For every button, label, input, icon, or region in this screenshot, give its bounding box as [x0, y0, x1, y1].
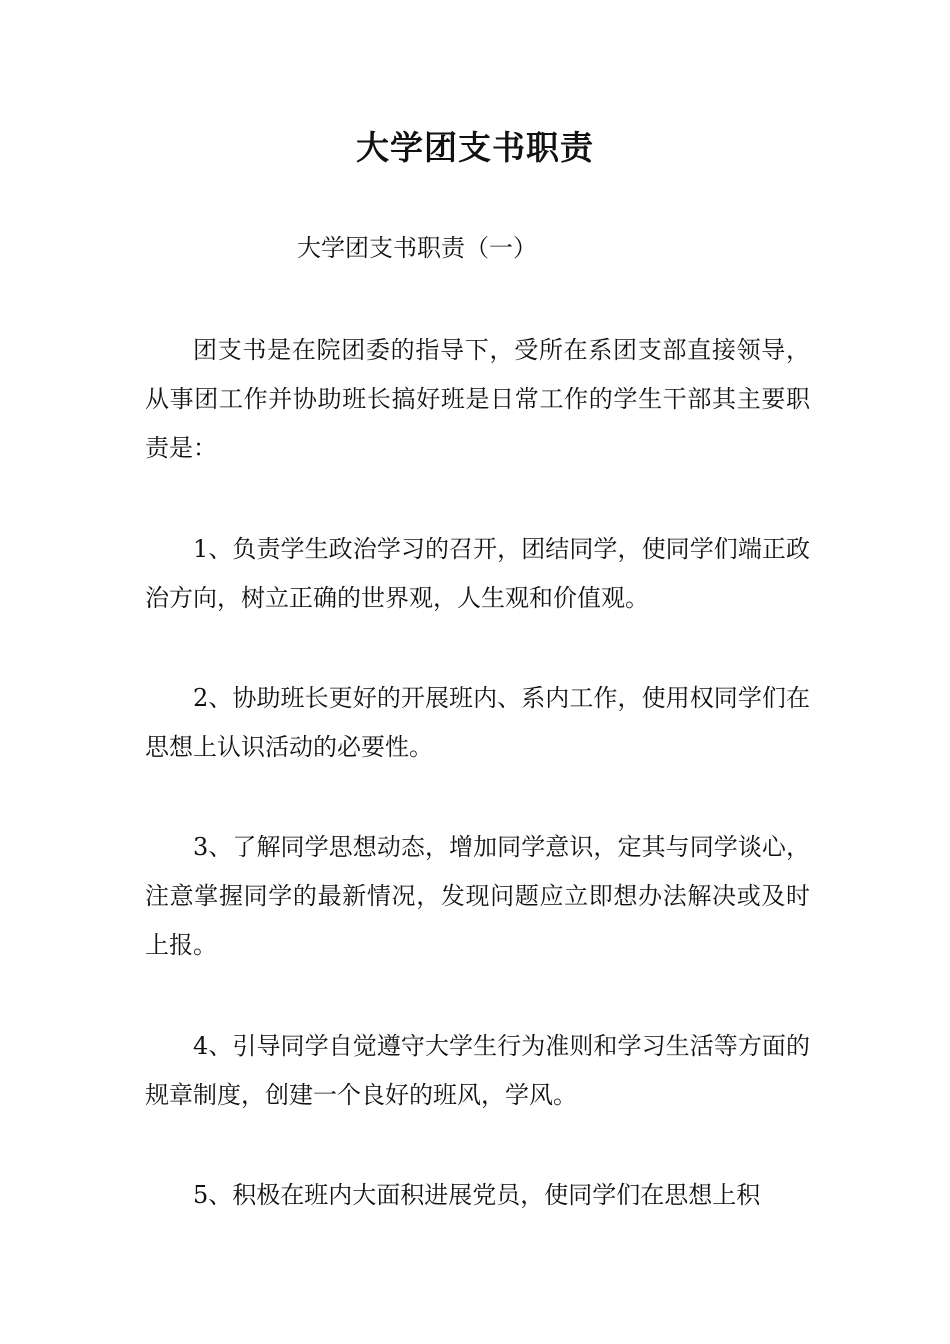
document-subtitle: 大学团支书职责（一）: [297, 234, 537, 262]
duty-paragraph-5: 5、积极在班内大面积进展党员，使同学们在思想上积: [193, 1181, 761, 1209]
duty-paragraph-1: 1、负责学生政治学习的召开，团结同学，使同学们端正政治方向，树立正确的世界观，人生观和价值观。: [145, 535, 810, 612]
duty-paragraph-4: 4、引导同学自觉遵守大学生行为准则和学习生活等方面的规章制度，创建一个良好的班风，学风。: [145, 1032, 810, 1109]
duty-paragraph-2: 2、协助班长更好的开展班内、系内工作，使用权同学们在思想上认识活动的必要性。: [145, 684, 810, 761]
document-title: 大学团支书职责: [356, 128, 594, 167]
intro-paragraph: 团支书是在院团委的指导下，受所在系团支部直接领导，从事团工作并协助班长搞好班是日常工作的学生干部其主要职责是：: [145, 336, 810, 462]
duty-paragraph-3: 3、了解同学思想动态，增加同学意识，定其与同学谈心，注意掌握同学的最新情况，发现问题应立即想办法解决或及时上报。: [145, 833, 810, 959]
